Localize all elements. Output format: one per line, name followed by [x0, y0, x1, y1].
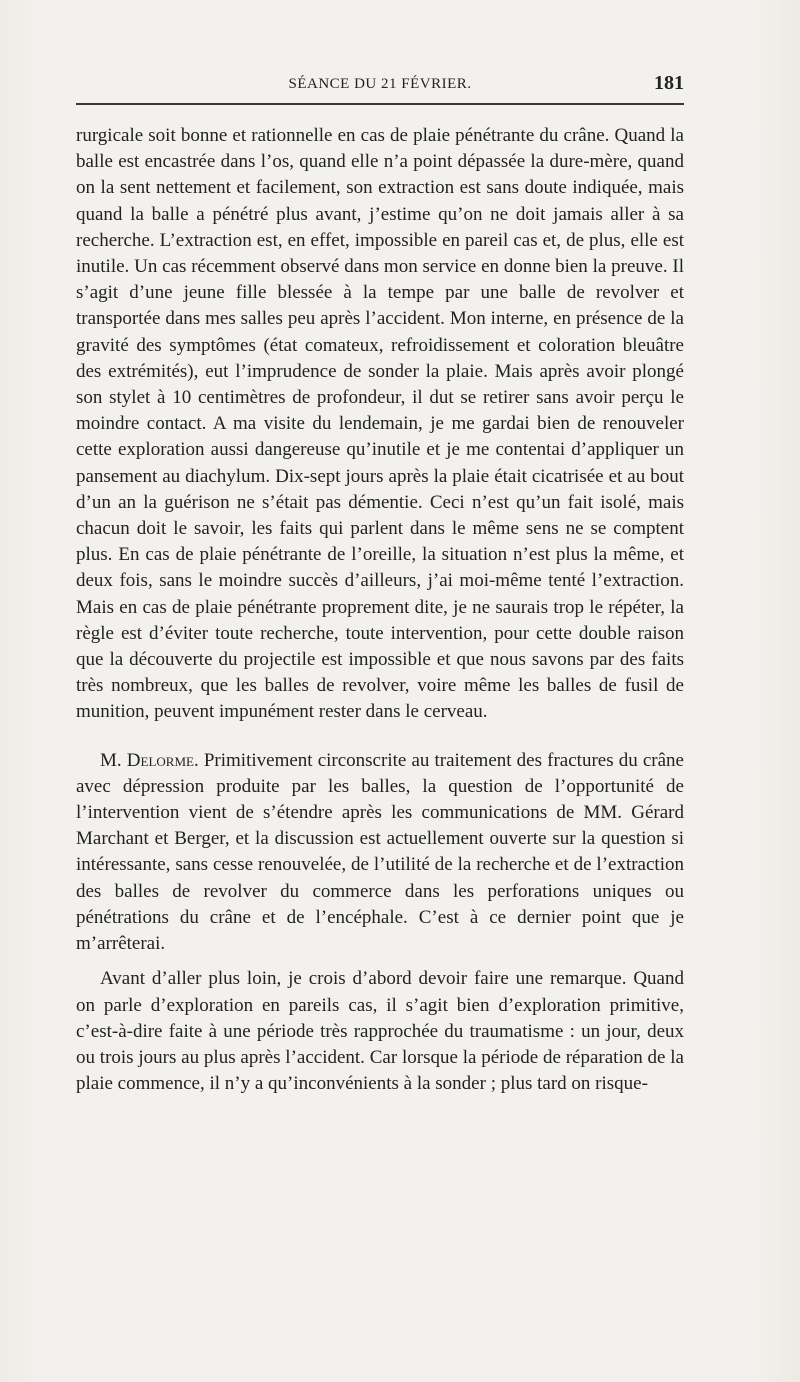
page-number: 181	[654, 72, 684, 94]
paragraph-2-text: Primitivement circonscrite au traitement des fractures du crâne avec dépression produite par les balles, la question de l’opportunité de l’intervention vient de s’étendre après les communications de MM. Gérard Marchant et Berger, et la discussion est actuellement ouverte sur la question si intéressante, sans cesse renouvelée, de l’utilité de la recherche et de l’extraction des balles de revolver du commerce dans les perforations uniques ou pénétrations du crâne et de l’encéphale. C’est à ce dernier point que je m’arrêterai.	[76, 749, 684, 955]
running-head: SÉANCE DU 21 FÉVRIER.	[288, 76, 472, 92]
paragraph-2	[76, 748, 684, 958]
header-rule	[76, 103, 684, 105]
page-header	[76, 72, 684, 100]
body-text	[76, 123, 684, 1097]
paragraph-1: rurgicale soit bonne et rationnelle en cas de plaie pénétrante du crâne. Quand la balle est encastrée dans l’os, quand elle n’a point dépassée la dure-mère, quand on la sent nettement et facilement, son extraction est sans doute indiquée, mais quand la balle a pénétré plus avant, j’estime qu’on ne doit jamais aller à sa recherche. L’extraction est, en effet, impossible en pareil cas et, de plus, elle est inutile. Un cas récemment observé dans mon service en donne bien la preuve. Il s’agit d’une jeune fille blessée à la tempe par une balle de revolver et transportée dans mes salles peu après l’accident. Mon interne, en présence de la gravité des symptômes (état comateux, refroidissement et coloration bleuâtre des extrémités), eut l’imprudence de sonder la plaie. Mais après avoir plongé son stylet à 10 centimètres de profondeur, il dut se retirer sans avoir perçu le moindre contact. A ma visite du lendemain, je me gardai bien de renouveler cette exploration aussi dangereuse qu’inutile et je me contentai d’appliquer un pansement au diachylum. Dix-sept jours après la plaie était cicatrisée et au bout d’un an la guérison ne s’était pas démentie. Ceci n’est qu’un fait isolé, mais chacun doit le savoir, les faits qui parlent dans le même sens ne se comptent plus. En cas de plaie pénétrante de l’oreille, la situation n’est plus la même, et deux fois, sans le moindre succès d’ailleurs, j’ai moi-même tenté l’extraction. Mais en cas de plaie pénétrante proprement dite, je ne saurais trop le répéter, la règle est d’éviter toute recherche, toute intervention, pour cette double raison que la découverte du projectile est impossible et que nous savons par des faits très nombreux, que les balles de revolver, voire même les balles de fusil de munition, peuvent impunément rester dans le cerveau.	[76, 125, 684, 723]
speaker-name: M. Delorme.	[100, 749, 199, 771]
paragraph-3: Avant d’aller plus loin, je crois d’abord devoir faire une remarque. Quand on parle d’exploration en pareils cas, il s’agit bien d’exploration primitive, c’est-à-dire faite à une période très rapprochée du traumatisme : un jour, deux ou trois jours au plus après l’accident. Car lorsque la période de réparation de la plaie commence, il n’y a qu’inconvénients à la sonder ; plus tard on risque-	[76, 968, 684, 1095]
